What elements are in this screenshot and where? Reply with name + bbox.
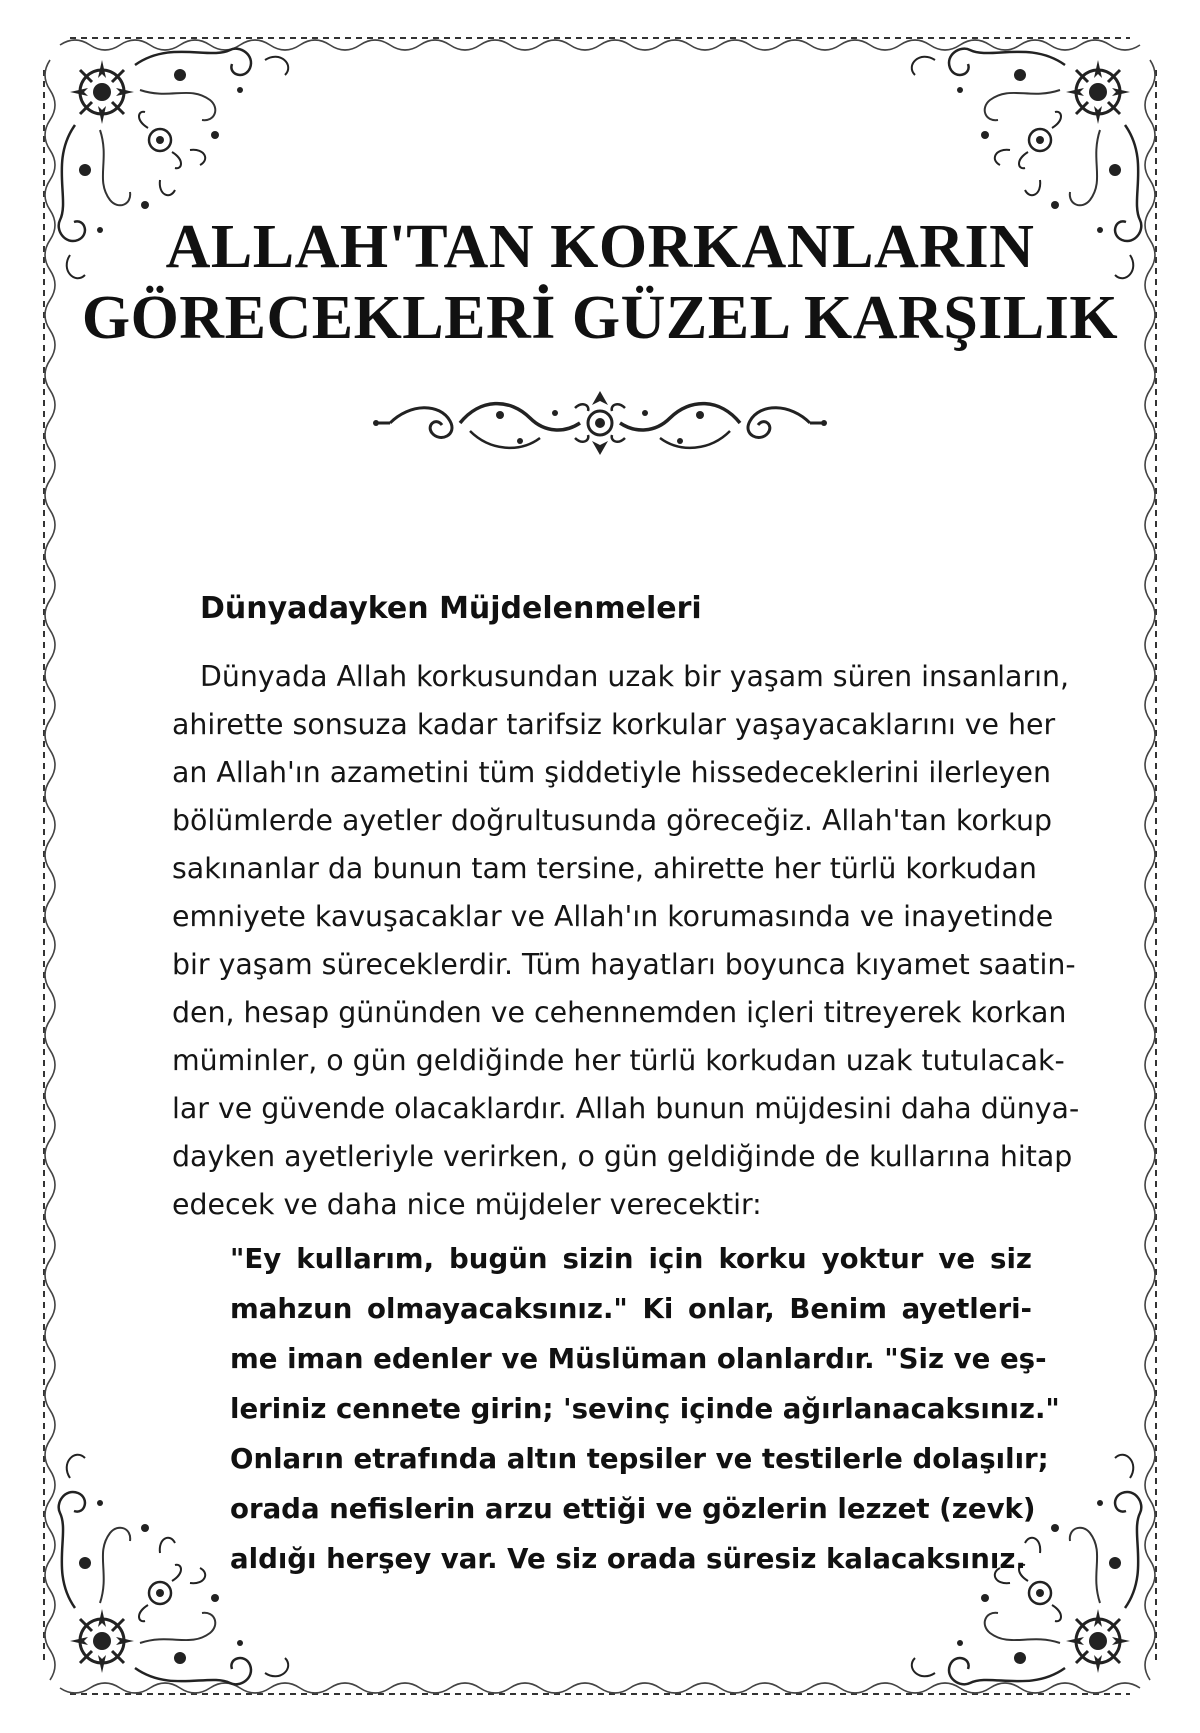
body-line: den, hesap gününden ve cehennemden içleri titreyerek korkan xyxy=(172,996,1067,1029)
section-heading: Dünyadayken Müjdelenmeleri xyxy=(200,591,702,626)
quote-line: Onların etrafında altın tepsiler ve testilerle dolaşılır; xyxy=(230,1442,1049,1475)
quoted-verse xyxy=(230,1234,1060,1584)
body-line: ahirette sonsuza kadar tarifsiz korkular yaşayacaklarını ve her xyxy=(172,708,1056,741)
body-line: an Allah'ın azametini tüm şiddetiyle hissedeceklerini ilerleyen xyxy=(172,756,1051,789)
body-line: müminler, o gün geldiğinde her türlü korkudan uzak tutulacak- xyxy=(172,1044,1065,1077)
body-line: lar ve güvende olacaklardır. Allah bunun müjdesini daha dünya- xyxy=(172,1092,1080,1125)
quote-line: leriniz cennete girin; 'sevinç içinde ağırlanacaksınız." xyxy=(230,1392,1060,1425)
page-title-line-1: ALLAH'TAN KORKANLARIN xyxy=(165,213,1035,281)
quote-line: aldığı herşey var. Ve siz orada süresiz kalacaksınız. xyxy=(230,1542,1026,1575)
quote-line: mahzun olmayacaksınız." Ki onlar, Benim ayetleri- xyxy=(230,1292,1032,1325)
page-title-line-2: GÖRECEKLERİ GÜZEL KARŞILIK xyxy=(81,284,1119,352)
body-line: bölümlerde ayetler doğrultusunda göreceğiz. Allah'tan korkup xyxy=(172,804,1052,837)
quote-line: me iman edenler ve Müslüman olanlardır. "Siz ve eş- xyxy=(230,1342,1047,1375)
body-line: edecek ve daha nice müjdeler verecektir: xyxy=(172,1188,762,1221)
body-line: emniyete kavuşacaklar ve Allah'ın korumasında ve inayetinde xyxy=(172,900,1054,933)
body-paragraph xyxy=(172,653,1080,1229)
divider-ornament-icon xyxy=(370,383,830,463)
body-line: Dünyada Allah korkusundan uzak bir yaşam süren insanların, xyxy=(200,660,1070,693)
body-line: sakınanlar da bunun tam tersine, ahirette her türlü korkudan xyxy=(172,852,1037,885)
body-line: dayken ayetleriyle verirken, o gün geldiğinde de kullarına hitap xyxy=(172,1140,1073,1173)
quote-line: orada nefislerin arzu ettiği ve gözlerin lezzet (zevk) xyxy=(230,1492,1036,1525)
quote-line: "Ey kullarım, bugün sizin için korku yoktur ve siz xyxy=(230,1242,1032,1275)
body-line: bir yaşam süreceklerdir. Tüm hayatları boyunca kıyamet saatin- xyxy=(172,948,1076,981)
